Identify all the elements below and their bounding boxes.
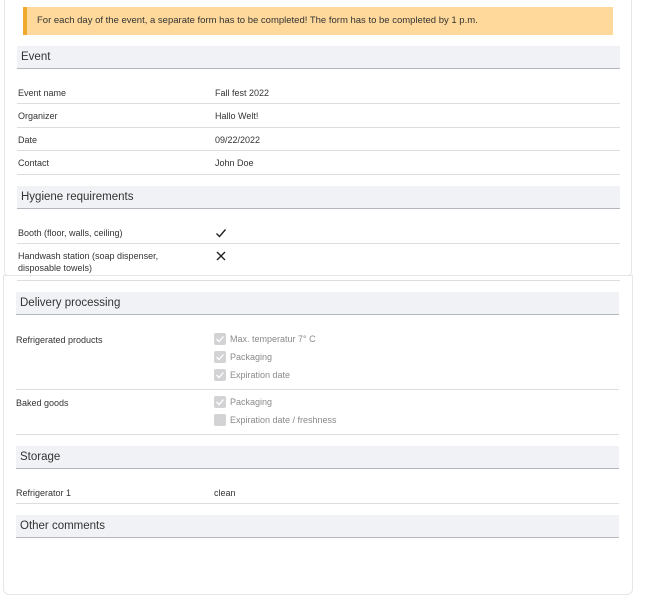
field-value: Hallo Welt! [215, 111, 259, 121]
check-icon [215, 334, 225, 344]
table-row [17, 151, 620, 175]
check-icon [215, 227, 227, 239]
table-row [17, 128, 620, 151]
field-label: Baked goods [16, 398, 69, 408]
section-title-event: Event [17, 46, 620, 69]
field-label: Event name [18, 88, 67, 98]
checkbox-label: Expiration date / freshness [230, 415, 337, 425]
field-value: Fall fest 2022 [215, 88, 270, 98]
checkbox-expiration-freshness[interactable] [214, 414, 226, 426]
checkbox-label: Expiration date [230, 370, 291, 380]
checkbox-packaging[interactable] [214, 396, 226, 408]
delivery-card [3, 275, 633, 595]
cross-icon [215, 250, 227, 262]
checkbox-label: Max. temperatur 7° C [230, 334, 316, 344]
field-label: Date [18, 135, 38, 145]
section-title-comments: Other comments [16, 515, 619, 538]
table-row [17, 244, 620, 281]
table-row [16, 390, 619, 435]
field-value: clean [214, 488, 236, 498]
field-label: Contact [18, 158, 50, 168]
table-row [17, 221, 620, 244]
field-label: Handwash station (soap dispenser, disposable towels) [18, 251, 159, 273]
check-icon [215, 397, 225, 407]
checkbox-label: Packaging [230, 352, 273, 362]
field-label: Booth (floor, walls, ceiling) [18, 228, 123, 238]
section-title-storage: Storage [16, 446, 619, 469]
table-row [16, 480, 619, 504]
field-value: John Doe [215, 158, 254, 168]
field-label: Refrigerator 1 [16, 488, 72, 498]
checkbox-max-temperature[interactable] [214, 333, 226, 345]
section-title-hygiene: Hygiene requirements [17, 186, 620, 209]
field-label: Refrigerated products [16, 335, 103, 345]
table-row [16, 327, 619, 390]
check-icon [215, 352, 225, 362]
deadline-notice: For each day of the event, a separate form has to be completed! The form has to be completed by 1 p.m. [23, 7, 613, 35]
table-row [17, 81, 620, 104]
checkbox-packaging[interactable] [214, 351, 226, 363]
checkbox-expiration-date[interactable] [214, 369, 226, 381]
field-value: 09/22/2022 [215, 135, 261, 145]
field-label: Organizer [18, 111, 58, 121]
check-icon [215, 370, 225, 380]
section-title-delivery: Delivery processing [16, 292, 619, 315]
checkbox-label: Packaging [230, 397, 273, 407]
table-row [17, 104, 620, 128]
